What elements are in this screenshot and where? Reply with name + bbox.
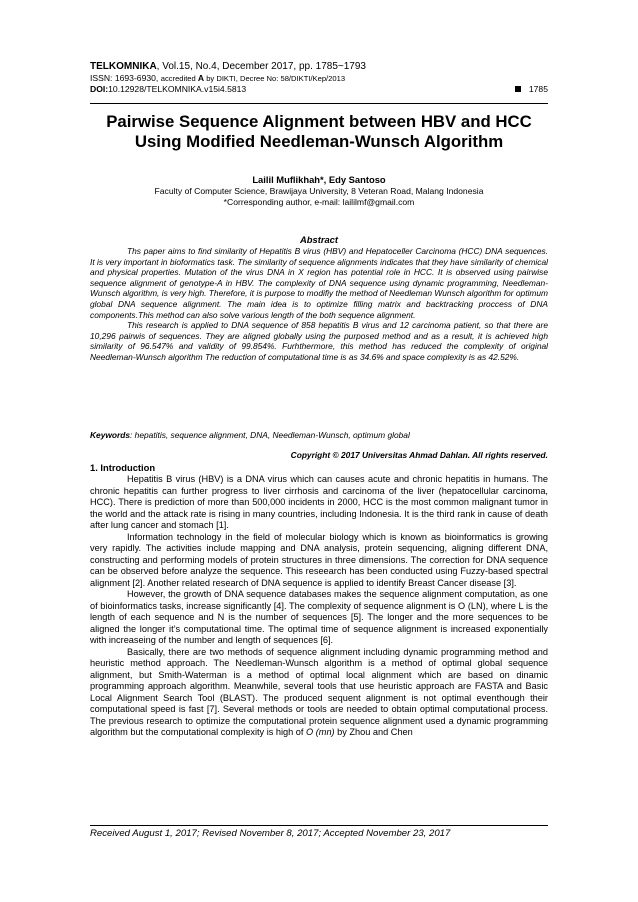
- doi-value: 10.12928/TELKOMNIKA.v15i4.5813: [108, 84, 247, 94]
- authors: Lailil Muflikhah*, Edy Santoso: [252, 174, 386, 185]
- affiliation: Faculty of Computer Science, Brawijaya University, 8 Veteran Road, Malang Indonesia: [154, 186, 484, 196]
- doi-label: DOI:: [90, 84, 109, 94]
- body-paragraph: However, the growth of DNA sequence databases makes the sequence alignment computation, as one of bioinformatics tasks, increase significantly [4]. The complexity of sequence alignment is O (LN), where L is the length of each sequence and N is the number of sequences [5]. The longer and the more sequences to be aligned the longer it’s computational time. The optimal time of sequence alignment is increased exponentially with increaseing of the number and length of sequences [6].: [90, 589, 548, 645]
- section-heading: 1. Introduction: [90, 462, 156, 473]
- accreditation-details: by DIKTI, Decree No: 58/DIKTI/Kep/2013: [204, 74, 346, 83]
- keywords-list: : hepatitis, sequence alignment, DNA, Needleman-Wunsch, optimum global: [130, 430, 410, 440]
- corresponding-author: *Corresponding author, e-mail: laililmf@gmail.com: [223, 197, 415, 207]
- title-line-1: Pairwise Sequence Alignment between HBV and HCC: [106, 112, 532, 131]
- page-number: 1785: [528, 84, 548, 94]
- doi-line: [90, 84, 548, 95]
- header-rule: [90, 103, 548, 104]
- abstract-text: [90, 246, 548, 363]
- received-dates: Received August 1, 2017; Revised November 8, 2017; Accepted November 23, 2017: [90, 828, 451, 839]
- body-paragraph-text: Basically, there are two methods of sequence alignment including dynamic programming method and heuristic method approach. The Needleman-Wunsch algorithm is a method of optimal global sequence alignment, but Smith-Waterman is a method of optimal local alignment which are based on dinamic programming approach algorithm. Meanwhile, several tools that use heuristic approach are FASTA and Basic Local Alignment Search Tool (BLAST). The produced sequent alignment is not optimal eventhough their computational speed is fast [7]. Several methods or tools are needed to obtain optimal computational process. The previous research to optimize the computational protein sequence alignment used a dynamic programming algorithm but the computational complexity is high of: [90, 646, 548, 737]
- copyright-notice: Copyright © 2017 Universitas Ahmad Dahlan. All rights reserved.: [290, 450, 548, 460]
- footer-rule: [90, 825, 548, 826]
- abstract-paragraph: This research is applied to DNA sequence of 858 hepatitis B virus and 12 carcinoma patient, so that there are 10,296 pairwis of sequences. They are aligned globally using the purposed method and as a result, it is achieved high similarity of 96.547% and validity of 99.854%. Furhthermore, this method has reduced the complexity of original Needleman-Wunsch algorithm The reduction of computational time is as 34.6% and space complexity is as 42.52%.: [90, 320, 548, 362]
- affiliation-block: [90, 186, 548, 208]
- journal-citation-line: [90, 60, 548, 73]
- issn: ISSN: 1693-6930,: [90, 73, 161, 83]
- accredited-text: accredited: [160, 74, 198, 83]
- complexity-notation: O (mn): [306, 727, 335, 737]
- square-bullet-icon: [515, 86, 521, 92]
- body-paragraph: [90, 647, 548, 739]
- keywords: [90, 430, 548, 441]
- body-paragraph-tail: by Zhou and Chen: [334, 727, 413, 737]
- abstract-heading: Abstract: [299, 234, 339, 245]
- journal-header: [90, 60, 548, 95]
- journal-name: TELKOMNIKA: [90, 61, 157, 72]
- keywords-label: Keywords: [90, 430, 131, 440]
- accreditation-grade: A: [197, 73, 205, 83]
- abstract-paragraph: Ths paper aims to find similarity of Hepatitis B virus (HBV) and Hepatoceller Carcinoma (HCC) DNA sequences. It is very important in bioformatics task. The similarity of sequence alignments indicates that they have similarity of chemical and physical properties. Mutation of the virus DNA in X region has potential role in HCC. It is observed using pairwise sequence alignment of genotype-A in HBV. The complexity of DNA sequence using dynamic programming, Needleman-Wunsch algorithm, is very high. Therefore, it is purpose to modifiy the method of Needleman Wunsch algorithm for optimum global DNA sequence alignment. The main idea is to optimize filling matrix and backtracking proccess of DNA components.This method can also solve various length of the both sequence alignment.: [90, 246, 548, 320]
- title-line-2: Using Modified Needleman-Wunsch Algorithm: [134, 132, 504, 151]
- introduction-body: [90, 474, 548, 739]
- journal-details: , Vol.15, No.4, December 2017, pp. 1785~1793: [156, 61, 366, 72]
- page-number-block: [515, 84, 548, 95]
- paper-title: [90, 112, 548, 152]
- body-paragraph: Hepatitis B virus (HBV) is a DNA virus which can causes acute and chronic hepatitis in humans. The chronic hepatitis can further progress to liver cirrhosis and carcinoma of the liver (hepatocellular carcinoma, HCC). There is prediction of more than 500,000 incidents in 2000, HCC is the most common malignant tumor in the world and the attack rate is rising in many countries, including Indonesia. It is the third rank in cause of death after lung cancer and stomach [1].: [90, 474, 548, 530]
- body-paragraph: Information technology in the field of molecular biology which is known as bioinformatics is growing very rapidly. The activities include mapping and DNA analysis, protein sequencing, aligning different DNA, constructing and performing models of protein structures in three dimensions. The correction for DNA sequence can be observed before analyze the sequence. This reseearch has been conducted using Fuzzy-based spectral alignment [2]. Another related research of DNA sequence is applied to identify Breast Cancer disease [3].: [90, 531, 548, 588]
- issn-line: [90, 73, 548, 84]
